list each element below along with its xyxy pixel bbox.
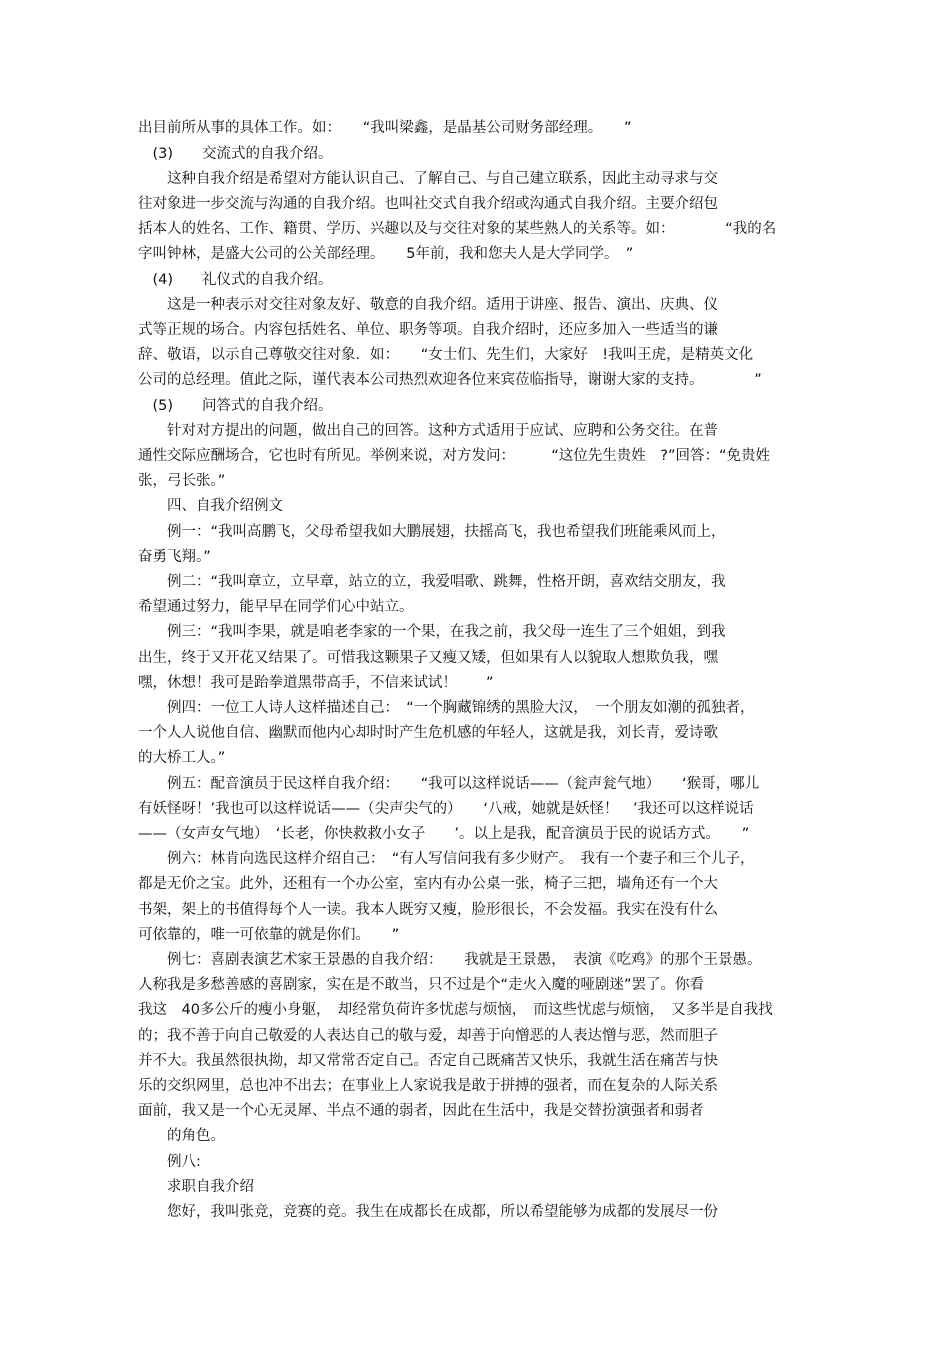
text-line: (3) 交流式的自我介绍。 bbox=[138, 146, 333, 162]
text-line: 人称我是多愁善感的喜剧家，实在是不敢当，只不过是个“走火入魔的哑剧迷”罢了。你看 bbox=[138, 977, 705, 993]
text-line: 有妖怪呀！’我也可以这样说话——（尖声尖气的） ‘八戒，她就是妖怪！ ’我还可以这样说话 bbox=[138, 801, 754, 817]
text-line: 乐的交织网里，总也冲不出去；在事业上人家说我是敢于拼搏的强者，而在复杂的人际关系 bbox=[138, 1078, 718, 1094]
text-line: 例八: bbox=[138, 1154, 201, 1170]
text-line: 公司的总经理。值此之际，谨代表本公司热烈欢迎各位来宾莅临指导，谢谢大家的支持。 ” bbox=[138, 372, 762, 388]
text-line: 希望通过努力，能早早在同学们心中站立。 bbox=[138, 599, 414, 615]
text-line: 求职自我介绍 bbox=[138, 1179, 254, 1195]
text-line: 通性交际应酬场合，它也时有所见。举例来说，对方发问： “这位先生贵姓 ?”回答：“免贵姓 bbox=[138, 448, 770, 464]
text-line: 例一：“我叫高鹏飞，父母希望我如大鹏展翅，扶摇高飞，我也希望我们班能乘风而上， bbox=[138, 524, 726, 540]
text-line: 的角色。 bbox=[138, 1128, 225, 1144]
text-line: 式等正规的场合。内容包括姓名、单位、职务等项。自我介绍时，还应多加入一些适当的谦 bbox=[138, 322, 718, 338]
text-line: 针对对方提出的问题，做出自己的回答。这种方式适用于应试、应聘和公务交往。在普 bbox=[138, 423, 718, 439]
text-line: 的；我不善于向自己敬爱的人表达自己的敬与爱，却善于向憎恶的人表达憎与恶，然而胆子 bbox=[138, 1028, 718, 1044]
text-line: 例二：“我叫章立，立早章，站立的立，我爱唱歌、跳舞，性格开朗，喜欢结交朋友，我 bbox=[138, 574, 726, 590]
text-line: 往对象进一步交流与沟通的自我介绍。也叫社交式自我介绍或沟通式自我介绍。主要介绍包 bbox=[138, 196, 718, 212]
text-line: 出生，终于又开花又结果了。可惜我这颗果子又瘦又矮，但如果有人以貌取人想欺负我，嘿 bbox=[138, 650, 718, 666]
text-line: 这种自我介绍是希望对方能认识自己、了解自己、与自己建立联系，因此主动寻求与交 bbox=[138, 171, 718, 187]
text-line: 例六：林肯向选民这样介绍自己： “有人写信问我有多少财产。 我有一个妻子和三个儿子， bbox=[138, 851, 755, 867]
text-line: 这是一种表示对交往对象友好、敬意的自我介绍。适用于讲座、报告、演出、庆典、仪 bbox=[138, 297, 718, 313]
text-line: (5) 问答式的自我介绍。 bbox=[138, 398, 333, 414]
text-line: 并不大。我虽然很执拗，却又常常否定自己。否定自己既痛苦又快乐，我就生活在痛苦与快 bbox=[138, 1053, 718, 1069]
text-line: 辞、敬语，以示自己尊敬交往对象．如： “女士们、先生们，大家好 !我叫王虎，是精英文化 bbox=[138, 347, 754, 363]
text-line: 例四：一位工人诗人这样描述自己： “一个胸藏锦绣的黑脸大汉， 一个朋友如潮的孤独者， bbox=[138, 700, 755, 716]
text-line: 例三：“我叫李果，就是咱老李家的一个果，在我之前，我父母一连生了三个姐姐，到我 bbox=[138, 624, 726, 640]
text-line: 字叫钟林，是盛大公司的公关部经理。 5年前，我和您夫人是大学同学。 ” bbox=[138, 246, 634, 262]
text-line: 四、自我介绍例文 bbox=[138, 498, 283, 514]
text-line: (4) 礼仪式的自我介绍。 bbox=[138, 272, 333, 288]
text-line: 一个人人说他自信、幽默而他内心却时时产生危机感的年轻人，这就是我，刘长青，爱诗歌 bbox=[138, 725, 718, 741]
text-line: 可依靠的，唯一可依靠的就是你们。 ” bbox=[138, 927, 400, 943]
text-line: 我这 40多公斤的瘦小身躯， 却经常负荷许多忧虑与烦恼， 而这些忧虑与烦恼， 又多半是自我找 bbox=[138, 1002, 773, 1018]
text-line: 例七：喜剧表演艺术家王景愚的自我介绍： 我就是王景愚， 表演《吃鸡》的那个王景愚。 bbox=[138, 952, 762, 968]
text-line: 都是无价之宝。此外，还租有一个办公室，室内有办公桌一张，椅子三把，墙角还有一个大 bbox=[138, 876, 718, 892]
text-line: 书架，架上的书值得每个人一读。我本人既穷又瘦，脸形很长，不会发福。我实在没有什么 bbox=[138, 902, 718, 918]
text-line: ——（女声女气地） ‘长老，你快救救小女子 ’。以上是我，配音演员于民的说话方式。 ” bbox=[138, 826, 750, 842]
text-line: 出目前所从事的具体工作。如： “我叫梁鑫，是晶基公司财务部经理。 ” bbox=[138, 120, 632, 136]
text-line: 嘿，休想！我可是跆拳道黑带高手，不信来试试！ ” bbox=[138, 675, 494, 691]
text-line: 您好，我叫张竞，竞赛的竞。我生在成都长在成都，所以希望能够为成都的发展尽一份 bbox=[138, 1204, 718, 1220]
text-line: 括本人的姓名、工作、籍贯、学历、兴趣以及与交往对象的某些熟人的关系等。如： “我的名 bbox=[138, 221, 777, 237]
text-line: 奋勇飞翔。” bbox=[138, 549, 211, 565]
text-line: 面前，我又是一个心无灵犀、半点不通的弱者，因此在生活中，我是交替扮演强者和弱者 bbox=[138, 1103, 704, 1119]
text-line: 例五：配音演员于民这样自我介绍： “我可以这样说话——（瓮声瓮气地） ‘猴哥，哪儿 bbox=[138, 776, 760, 792]
text-line: 的大桥工人。” bbox=[138, 750, 226, 766]
text-line: 张，弓长张。” bbox=[138, 473, 226, 489]
